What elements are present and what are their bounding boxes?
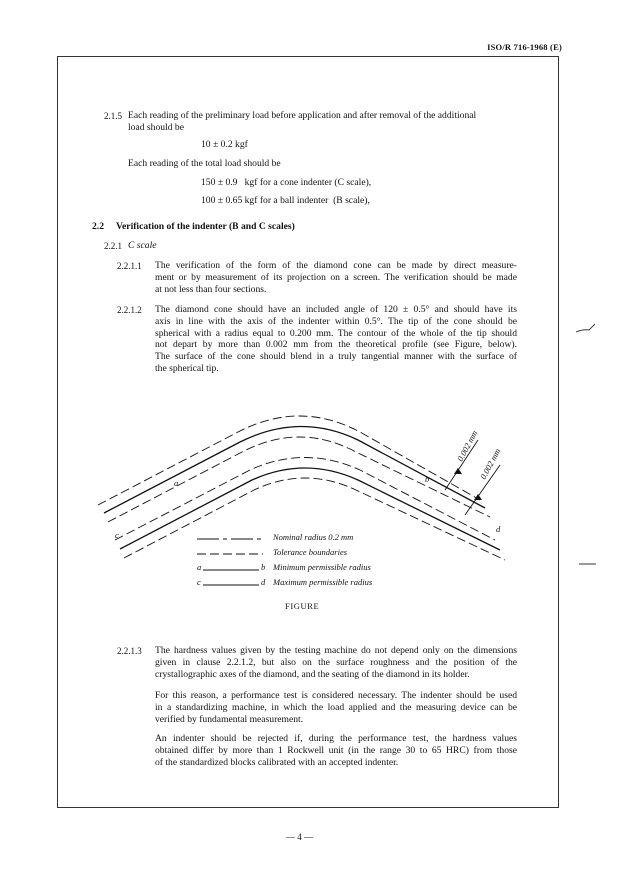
figure-caption: FIGURE bbox=[285, 601, 320, 611]
clause-2-2-1-3-para-1 bbox=[155, 645, 517, 680]
figure-label-c: c bbox=[115, 530, 119, 540]
text-line: axis in line with the axis of the indenter within 0.5°. The tip of the cone should be bbox=[155, 315, 517, 327]
figure-label-d: d bbox=[496, 524, 501, 534]
legend-sample-minimum bbox=[195, 562, 265, 574]
legend-sample-nominal bbox=[195, 532, 265, 544]
clause-2-1-5-line-2: load should be bbox=[128, 122, 184, 133]
clause-number-2-2-1-1: 2.2.1.1 bbox=[117, 261, 142, 271]
clause-2-1-5-line-1: Each reading of the preliminary load before application and after removal of the additional bbox=[128, 110, 477, 121]
legend-letter-d: d bbox=[261, 577, 266, 587]
inner-tolerance-upper bbox=[115, 458, 495, 541]
legend-letter-b: b bbox=[261, 562, 266, 572]
text-line: verified by fundamental measurement. bbox=[155, 713, 304, 725]
clause-number-2-2-1-2: 2.2.1.2 bbox=[117, 305, 142, 315]
legend-label-minimum: Minimum permissible radius bbox=[273, 562, 371, 572]
clause-title-2-2-1: C scale bbox=[128, 240, 157, 251]
section-title-2-2: Verification of the indenter (B and C scales) bbox=[116, 221, 295, 232]
section-number-2-2: 2.2 bbox=[92, 221, 104, 232]
text-line: of the standardized blocks calibrated with an accepted indenter. bbox=[155, 756, 399, 768]
outer-tolerance-upper bbox=[98, 416, 480, 505]
clause-number-2-1-5: 2.1.5 bbox=[104, 111, 122, 121]
text-line: For this reason, a performance test is considered necessary. The indenter should be used bbox=[155, 690, 517, 701]
text-line: the spherical tip. bbox=[155, 362, 219, 374]
text-line: not depart by more than 0.002 mm from the theoretical profile (see Figure, below). bbox=[155, 339, 517, 351]
ball-indenter-load: 100 ± 0.65 kgf for a ball indenter (B scale), bbox=[201, 195, 370, 206]
legend-sample-tolerance bbox=[195, 547, 265, 559]
text-line: in a standardizing machine, in which the load applied and the measuring device can be bbox=[155, 701, 517, 713]
text-line: at not less than four sections. bbox=[155, 283, 267, 295]
legend-letter-c: c bbox=[197, 577, 201, 587]
legend-label-tolerance: Tolerance boundaries bbox=[273, 547, 348, 557]
margin-mark-upper bbox=[575, 322, 599, 338]
legend-label-nominal: Nominal radius 0.2 mm bbox=[273, 532, 354, 542]
page-number: — 4 — bbox=[286, 832, 313, 842]
dimension-arrow bbox=[454, 468, 462, 474]
text-line: An indenter should be rejected if, during the performance test, the hardness values bbox=[155, 733, 517, 744]
clause-2-2-1-3-para-3 bbox=[155, 733, 517, 768]
standard-reference: ISO/R 716-1968 (E) bbox=[487, 42, 562, 52]
text-line: The verification of the form of the diamond cone can be made by direct measure- bbox=[155, 260, 517, 271]
figure-dimension-label-1: 0.002 mm bbox=[454, 428, 480, 463]
text-line: given in clause 2.2.1.2, but also on the surface roughness and the position of the bbox=[155, 656, 517, 668]
clause-number-2-2-1-3: 2.2.1.3 bbox=[117, 646, 142, 656]
preliminary-load-value: 10 ± 0.2 kgf bbox=[201, 139, 248, 150]
legend-letter-a: a bbox=[197, 562, 202, 572]
legend-label-maximum: Maximum permissible radius bbox=[273, 577, 373, 587]
cone-indenter-load: 150 ± 0.9 kgf for a cone indenter (C scale), bbox=[201, 177, 372, 188]
text-line: The diamond cone should have an included angle of 120 ± 0.5° and should have its bbox=[155, 304, 517, 315]
text-line: ment or by measurement of its projection on a screen. The verification should be made bbox=[155, 271, 517, 283]
text-line: obtained differ by more than 1 Rockwell unit (in the range 30 to 65 HRC) from those bbox=[155, 744, 517, 756]
total-load-intro: Each reading of the total load should be bbox=[128, 158, 281, 169]
outer-max-radius-curve bbox=[104, 426, 485, 513]
figure-label-b: b bbox=[425, 474, 430, 484]
text-line: spherical with a radius equal to 0.200 mm. The contour of the whole of the tip should bbox=[155, 327, 517, 339]
text-line: The surface of the cone should blend in a truly tangential manner with the surface of bbox=[155, 351, 517, 363]
clause-2-2-1-3-para-2 bbox=[155, 690, 517, 725]
text-line: crystallographic axes of the diamond, and the seating of the diamond in its holder. bbox=[155, 668, 470, 680]
text-line: The hardness values given by the testing machine do not depend only on the dimensions bbox=[155, 645, 517, 656]
legend-sample-maximum bbox=[195, 577, 265, 589]
clause-number-2-2-1: 2.2.1 bbox=[104, 241, 122, 251]
figure-dimension-label-2: 0.002 mm bbox=[477, 446, 503, 481]
figure-label-a: a bbox=[174, 478, 179, 488]
margin-mark-lower bbox=[578, 560, 598, 568]
